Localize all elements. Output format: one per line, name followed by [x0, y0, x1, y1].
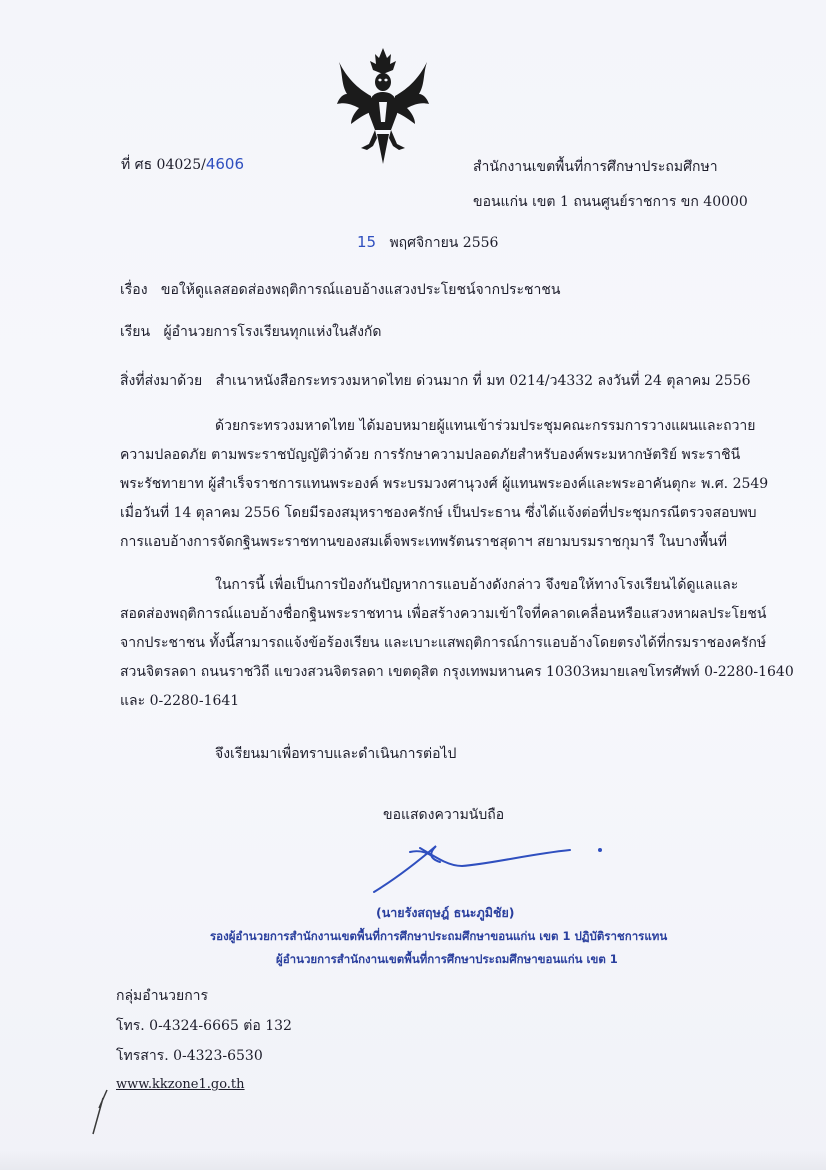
paragraph-2-line: ในการนี้ เพื่อเป็นการป้องกันปัญหาการแอบอ้างดังกล่าว จึงขอให้ทางโรงเรียนได้ดูแลและ — [215, 577, 739, 593]
recipient-text: ผู้อำนวยการโรงเรียนทุกแห่งในสังกัด — [163, 324, 382, 340]
office-address-line2: ขอนแก่น เขต 1 ถนนศูนย์ราชการ ขก 40000 — [473, 194, 748, 210]
pen-mark-icon — [85, 1088, 115, 1138]
footer-fax: โทรสาร. 0-4323-6530 — [116, 1048, 263, 1064]
paragraph-1-line: ความปลอดภัย ตามพระราชบัญญัติว่าด้วย การรักษาความปลอดภัยสำหรับองค์พระมหากษัตริย์ พระราชินี — [120, 447, 741, 463]
paragraph-2-line: สอดส่องพฤติการณ์แอบอ้างชื่อกฐินพระราชทาน เพื่อสร้างความเข้าใจที่คลาดเคลื่อนหรือแสวงหาผลประโยชน์ — [120, 606, 767, 622]
enclosure-line — [120, 372, 751, 390]
garuda-emblem-icon — [333, 44, 433, 168]
paragraph-2-line: และ 0-2280-1641 — [120, 693, 240, 709]
paragraph-1-line: การแอบอ้างการจัดกฐินพระราชทานของสมเด็จพระเทพรัตนราชสุดาฯ สยามบรมราชกุมารี ในบางพื้นที่ — [120, 534, 727, 550]
paragraph-2-line: จากประชาชน ทั้งนี้สามารถแจ้งข้อร้องเรียน และเบาะแสพฤติการณ์การแอบอ้างโดยตรงได้ที่กรมราชองครักษ์ — [120, 635, 767, 651]
signatory-name: (นายรังสฤษฎ์ ธนะภูมิชัย) — [376, 905, 515, 920]
subject-text: ขอให้ดูแลสอดส่องพฤติการณ์แอบอ้างแสวงประโยชน์จากประชาชน — [160, 282, 561, 298]
paragraph-2-line: สวนจิตรลดา ถนนราชวิถี แขวงสวนจิตรลดา เขตดุสิต กรุงเทพมหานคร 10303หมายเลขโทรศัพท์ 0-2280-1640 — [120, 664, 794, 680]
signatory-title-line2: ผู้อำนวยการสำนักงานเขตพื้นที่การศึกษาประถมศึกษาขอนแก่น เขต 1 — [276, 952, 618, 966]
footer-department: กลุ่มอำนวยการ — [116, 988, 209, 1004]
paragraph-1-line: เมื่อวันที่ 14 ตุลาคม 2556 โดยมีรองสมุหราชองครักษ์ เป็นประธาน ซึ่งได้แจ้งต่อที่ประชุมกรณีตรวจสอบพบ — [120, 505, 757, 521]
document-date — [357, 233, 498, 252]
body-paragraph-2 — [120, 571, 794, 716]
reference-number — [121, 155, 244, 174]
handwritten-signature — [370, 836, 610, 896]
regards-text: ขอแสดงความนับถือ — [383, 807, 505, 823]
handwritten-reference-number: 4606 — [205, 155, 245, 173]
closing-line: จึงเรียนมาเพื่อทราบและดำเนินการต่อไป — [215, 746, 457, 762]
office-address-line1: สำนักงานเขตพื้นที่การศึกษาประถมศึกษา — [473, 159, 718, 175]
page-edge — [0, 1150, 826, 1170]
handwritten-date-day: 15 — [357, 233, 377, 251]
recipient-line — [120, 323, 382, 341]
footer-phone: โทร. 0-4324-6665 ต่อ 132 — [116, 1018, 292, 1034]
subject-label: เรื่อง — [120, 282, 148, 298]
reference-prefix: ที่ ศธ 04025/ — [121, 157, 206, 173]
paragraph-1-line: ด้วยกระทรวงมหาดไทย ได้มอบหมายผู้แทนเข้าร่วมประชุมคณะกรรมการวางแผนและถวาย — [215, 418, 756, 434]
enclosure-label: สิ่งที่ส่งมาด้วย — [120, 373, 203, 389]
paragraph-1-line: พระรัชทายาท ผู้สำเร็จราชการแทนพระองค์ พระบรมวงศานุวงศ์ ผู้แทนพระองค์และพระอาคันตุกะ พ.ศ. 2549 — [120, 476, 769, 492]
body-paragraph-1 — [120, 412, 770, 557]
footer-website-link[interactable]: www.kkzone1.go.th — [116, 1077, 245, 1092]
recipient-label: เรียน — [120, 324, 151, 340]
date-month-year: พฤศจิกายน 2556 — [389, 235, 499, 251]
signatory-title-line1: รองผู้อำนวยการสำนักงานเขตพื้นที่การศึกษาประถมศึกษาขอนแก่น เขต 1 ปฏิบัติราชการแทน — [210, 929, 668, 943]
subject-line — [120, 281, 560, 299]
enclosure-text: สำเนาหนังสือกระทรวงมหาดไทย ด่วนมาก ที่ มท 0214/ว4332 ลงวันที่ 24 ตุลาคม 2556 — [215, 373, 751, 389]
